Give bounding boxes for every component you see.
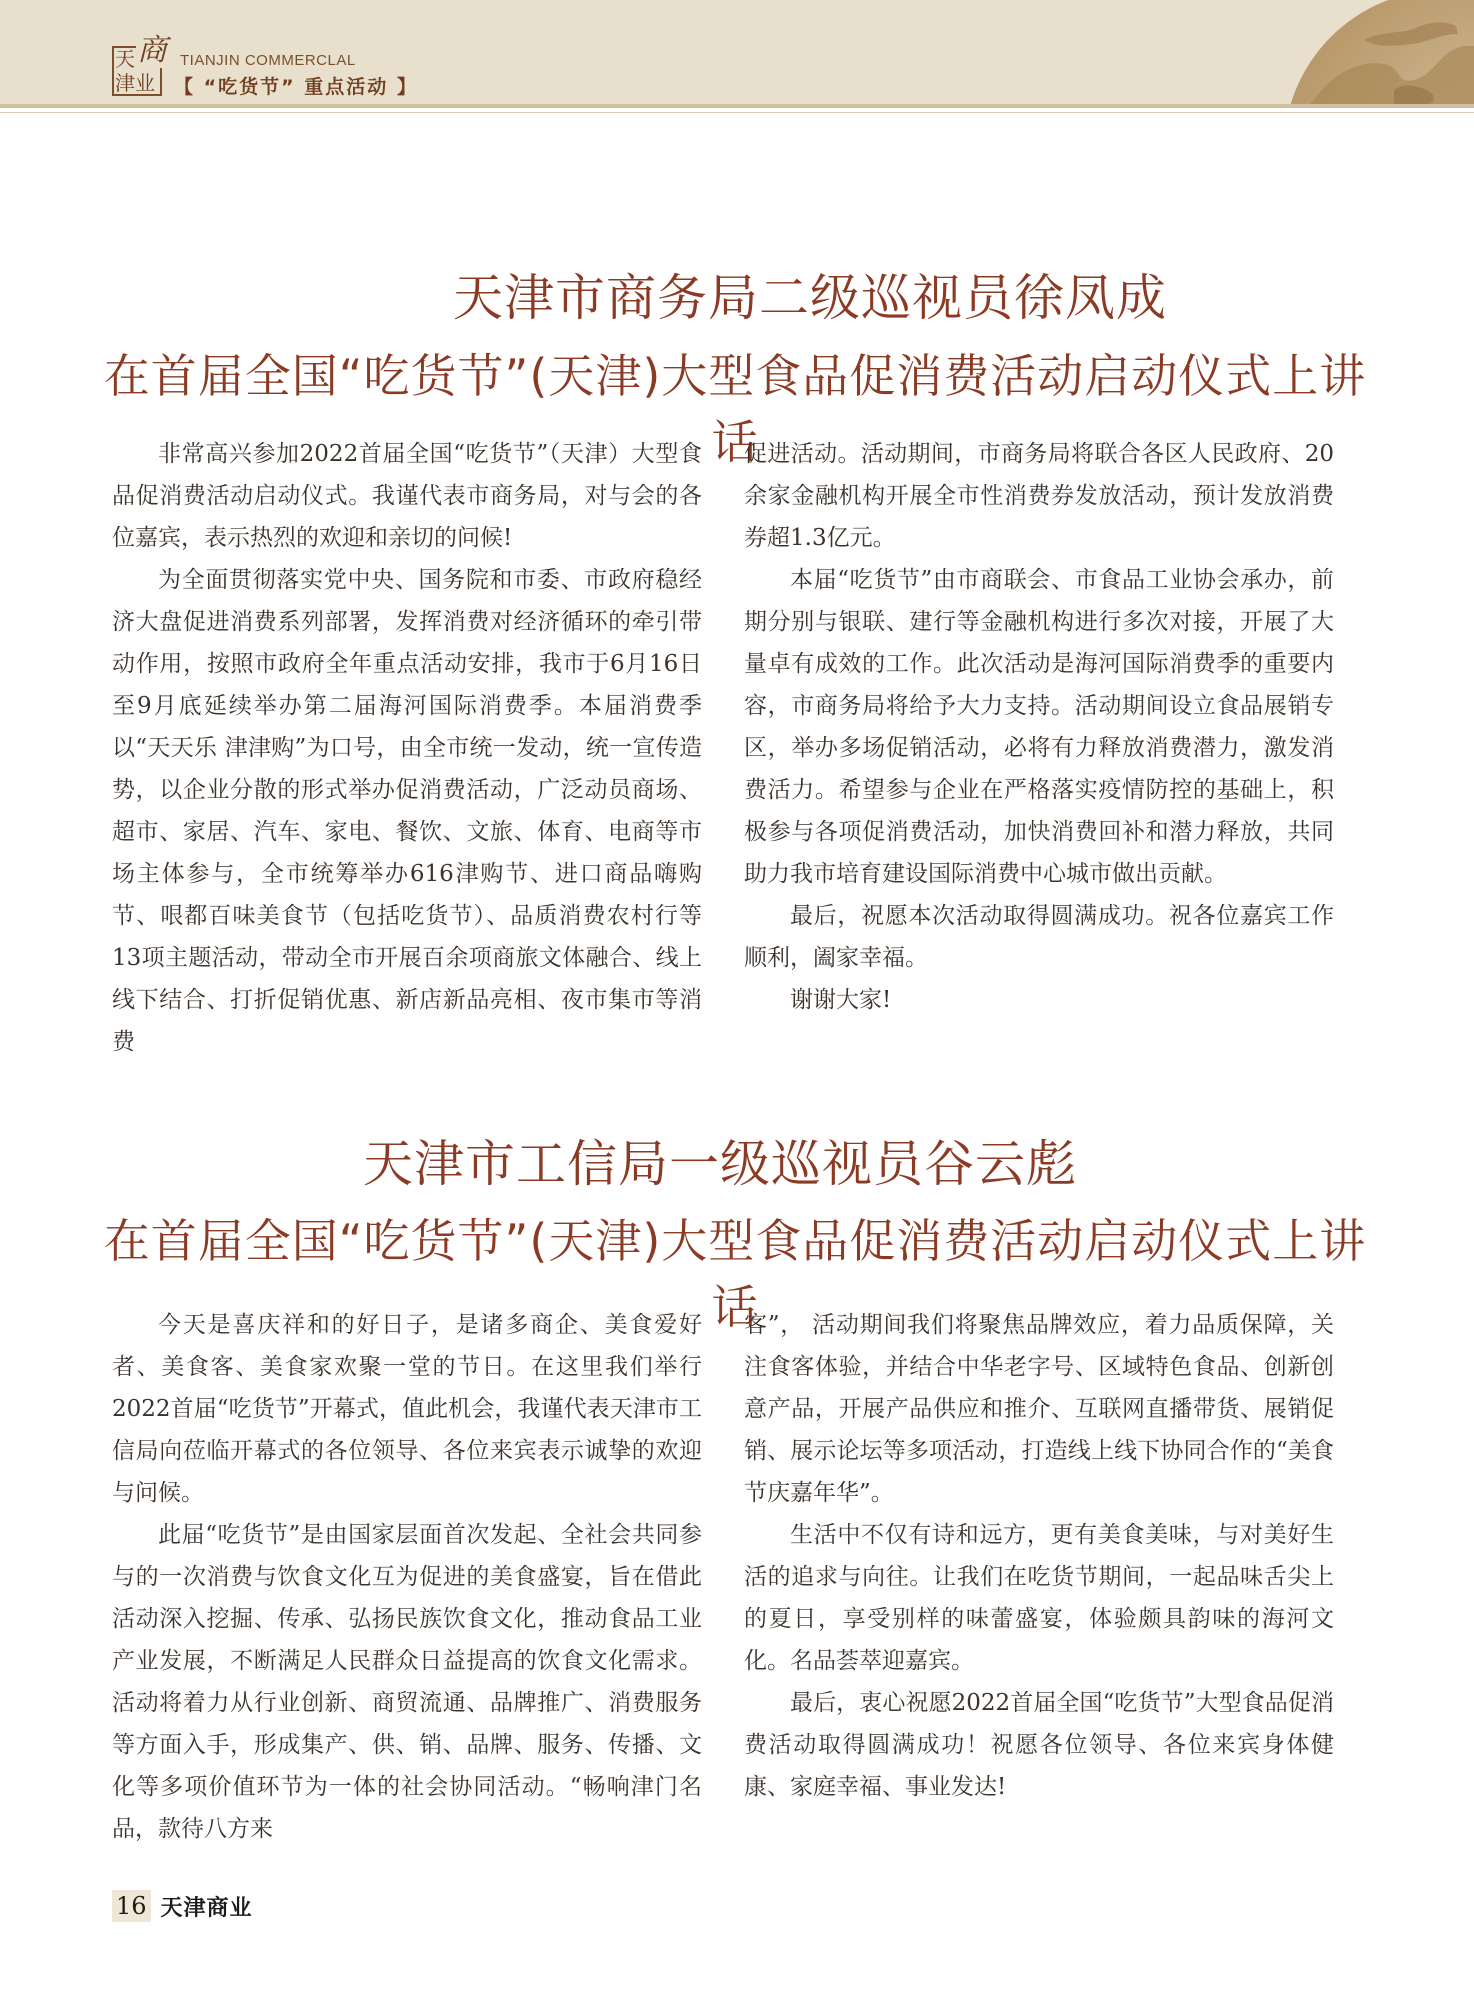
section-tag: 【 “吃货节” 重点活动 】	[174, 76, 418, 98]
logo-char-bottom: 津业	[115, 71, 155, 95]
article2-left-column	[112, 1304, 702, 1850]
article2-right-column	[744, 1304, 1334, 1808]
article1-left-column	[112, 433, 702, 1063]
article1-paragraph-continued: 促进活动。活动期间，市商务局将联合各区人民政府、20余家金融机构开展全市性消费券发放活动，预计发放消费券超1.3亿元。	[744, 441, 1334, 551]
globe-decoration-icon	[1244, 0, 1474, 104]
article2-title-line2: 在首届全国“吃货节”(天津)大型食品促消费活动启动仪式上讲话	[103, 1214, 1367, 1334]
page-header	[0, 0, 1474, 104]
article2-paragraph-continued: 客”， 活动期间我们将聚焦品牌效应，着力品质保障，关注食客体验，并结合中华老字号、区域特色食品、创新创意产品，开展产品供应和推介、互联网直播带货、展销促销、展示论坛等多项活动，打造线上线下协同合作的“美食节庆嘉年华”。	[744, 1312, 1334, 1506]
article1-title-line2: 在首届全国“吃货节”(天津)大型食品促消费活动启动仪式上讲话	[103, 349, 1367, 469]
logo-char-top: 天	[115, 47, 135, 71]
page-footer	[112, 1888, 253, 1924]
logo-english-name: TIANJIN COMMERCLAL	[180, 52, 356, 69]
article1-paragraph: 最后，祝愿本次活动取得圆满成功。祝各位嘉宾工作顺利，阖家幸福。	[744, 903, 1334, 971]
article2-paragraph: 生活中不仅有诗和远方，更有美食美味，与对美好生活的追求与向往。让我们在吃货节期间，一起品味舌尖上的夏日，享受别样的味蕾盛宴，体验颇具韵味的海河文化。名品荟萃迎嘉宾。	[744, 1522, 1334, 1674]
header-divider-thin	[0, 112, 1474, 113]
header-divider	[0, 104, 1474, 108]
magazine-name: 天津商业	[160, 1895, 253, 1921]
logo-char-big: 商	[137, 33, 167, 68]
article1-paragraph: 本届“吃货节”由市商联会、市食品工业协会承办，前期分别与银联、建行等金融机构进行多次对接，开展了大量卓有成效的工作。此次活动是海河国际消费季的重要内容，市商务局将给予大力支持。活动期间设立食品展销专区，举办多场促销活动，必将有力释放消费潜力，激发消费活力。希望参与企业在严格落实疫情防控的基础上，积极参与各项促消费活动，加快消费回补和潜力释放，共同助力我市培育建设国际消费中心城市做出贡献。	[744, 567, 1334, 887]
magazine-logo	[112, 33, 167, 96]
article1-title-line1: 天津市商务局二级巡视员徐凤成	[453, 269, 1167, 327]
page-number: 16	[112, 1890, 151, 1922]
article1-paragraph: 非常高兴参加2022首届全国“吃货节”（天津）大型食品促消费活动启动仪式。我谨代表市商务局，对与会的各位嘉宾，表示热烈的欢迎和亲切的问候!	[112, 441, 702, 551]
article1-right-column	[744, 433, 1334, 1021]
article1-paragraph: 为全面贯彻落实党中央、国务院和市委、市政府稳经济大盘促进消费系列部署，发挥消费对经济循环的牵引带动作用，按照市政府全年重点活动安排，我市于6月16日至9月底延续举办第二届海河国际消费季。本届消费季以“天天乐 津津购”为口号，由全市统一发动，统一宣传造势，以企业分散的形式举办促消费活动，广泛动员商场、超市、家居、汽车、家电、餐饮、文旅、体育、电商等市场主体参与，全市统筹举办616津购节、进口商品嗨购节、哏都百味美食节（包括吃货节）、品质消费农村行等13项主题活动，带动全市开展百余项商旅文体融合、线上线下结合、打折促销优惠、新店新品亮相、夜市集市等消费	[112, 567, 702, 1055]
article1-paragraph: 谢谢大家!	[790, 987, 892, 1013]
article2-paragraph: 此届“吃货节”是由国家层面首次发起、全社会共同参与的一次消费与饮食文化互为促进的美食盛宴，旨在借此活动深入挖掘、传承、弘扬民族饮食文化，推动食品工业产业发展，不断满足人民群众日益提高的饮食文化需求。活动将着力从行业创新、商贸流通、品牌推广、消费服务等方面入手，形成集产、供、销、品牌、服务、传播、文化等多项价值环节为一体的社会协同活动。“畅响津门名品，款待八方来	[112, 1522, 702, 1842]
article2-paragraph: 最后，衷心祝愿2022首届全国“吃货节”大型食品促消费活动取得圆满成功！祝愿各位领导、各位来宾身体健康、家庭幸福、事业发达!	[744, 1690, 1334, 1800]
article2-title-line1: 天津市工信局一级巡视员谷云彪	[363, 1135, 1077, 1193]
article2-paragraph: 今天是喜庆祥和的好日子，是诸多商企、美食爱好者、美食客、美食家欢聚一堂的节日。在这里我们举行2022首届“吃货节”开幕式，值此机会，我谨代表天津市工信局向莅临开幕式的各位领导、各位来宾表示诚挚的欢迎与问候。	[112, 1312, 702, 1506]
